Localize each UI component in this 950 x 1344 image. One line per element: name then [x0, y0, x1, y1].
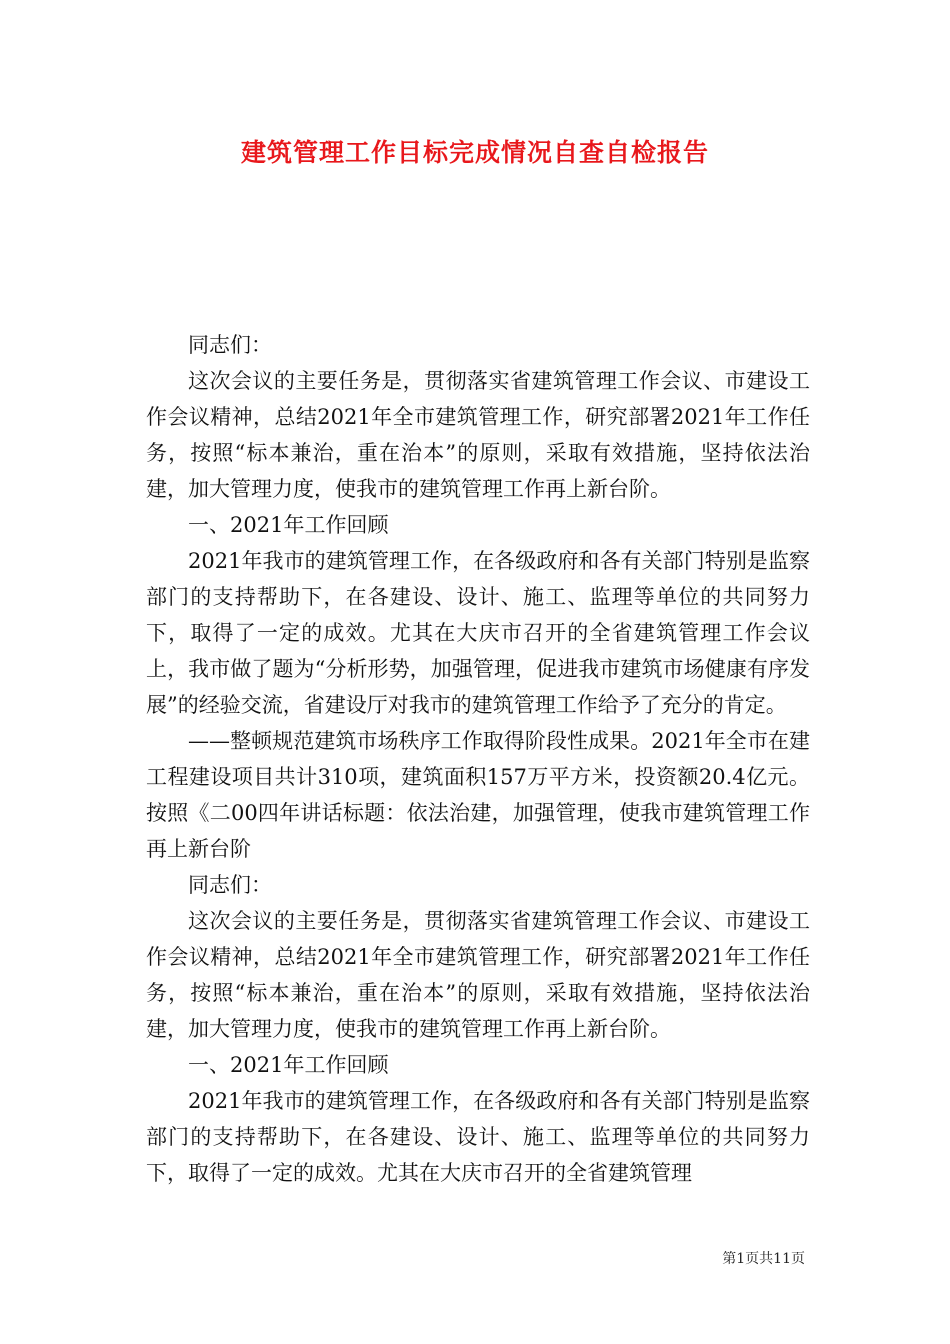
- paragraph-review: 2021年我市的建筑管理工作，在各级政府和各有关部门特别是监察部门的支持帮助下，在各建设、设计、施工、监理等单位的共同努力下，取得了一定的成效。尤其在大庆市召开的全省建筑管理工作会议上，我市做了题为“分析形势，加强管理，促进我市建筑市场健康有序发展”的经验交流，省建设厅对我市的建筑管理工作给予了充分的肯定。: [146, 549, 810, 717]
- page-number: 第1页共11页: [722, 1251, 805, 1267]
- paragraph-meeting-task-repeat: 这次会议的主要任务是，贯彻落实省建筑管理工作会议、市建设工作会议精神，总结2021年全市建筑管理工作，研究部署2021年工作任务，按照“标本兼治，重在治本”的原则，采取有效措施，坚持依法治建，加大管理力度，使我市的建筑管理工作再上新台阶。: [146, 909, 810, 1041]
- document-title: 建筑管理工作目标完成情况自查自检报告: [240, 138, 709, 167]
- paragraph-salutation: 同志们：: [188, 333, 272, 357]
- section-heading-review-repeat: 一、2021年工作回顾: [188, 1053, 389, 1077]
- paragraph-review-repeat: 2021年我市的建筑管理工作，在各级政府和各有关部门特别是监察部门的支持帮助下，在各建设、设计、施工、监理等单位的共同努力下，取得了一定的成效。尤其在大庆市召开的全省建筑管理: [146, 1089, 810, 1185]
- paragraph-salutation-repeat: 同志们：: [188, 873, 272, 897]
- paragraph-market-order: ——整顿规范建筑市场秩序工作取得阶段性成果。2021年全市在建工程建设项目共计310项，建筑面积157万平方米，投资额20.4亿元。按照《二00四年讲话标题：依法治建，加强管理，使我市建筑管理工作再上新台阶: [146, 729, 810, 861]
- section-heading-review: 一、2021年工作回顾: [188, 513, 389, 537]
- paragraph-meeting-task: 这次会议的主要任务是，贯彻落实省建筑管理工作会议、市建设工作会议精神，总结2021年全市建筑管理工作，研究部署2021年工作任务，按照“标本兼治，重在治本”的原则，采取有效措施，坚持依法治建，加大管理力度，使我市的建筑管理工作再上新台阶。: [146, 369, 810, 501]
- document-body: [146, 327, 810, 1191]
